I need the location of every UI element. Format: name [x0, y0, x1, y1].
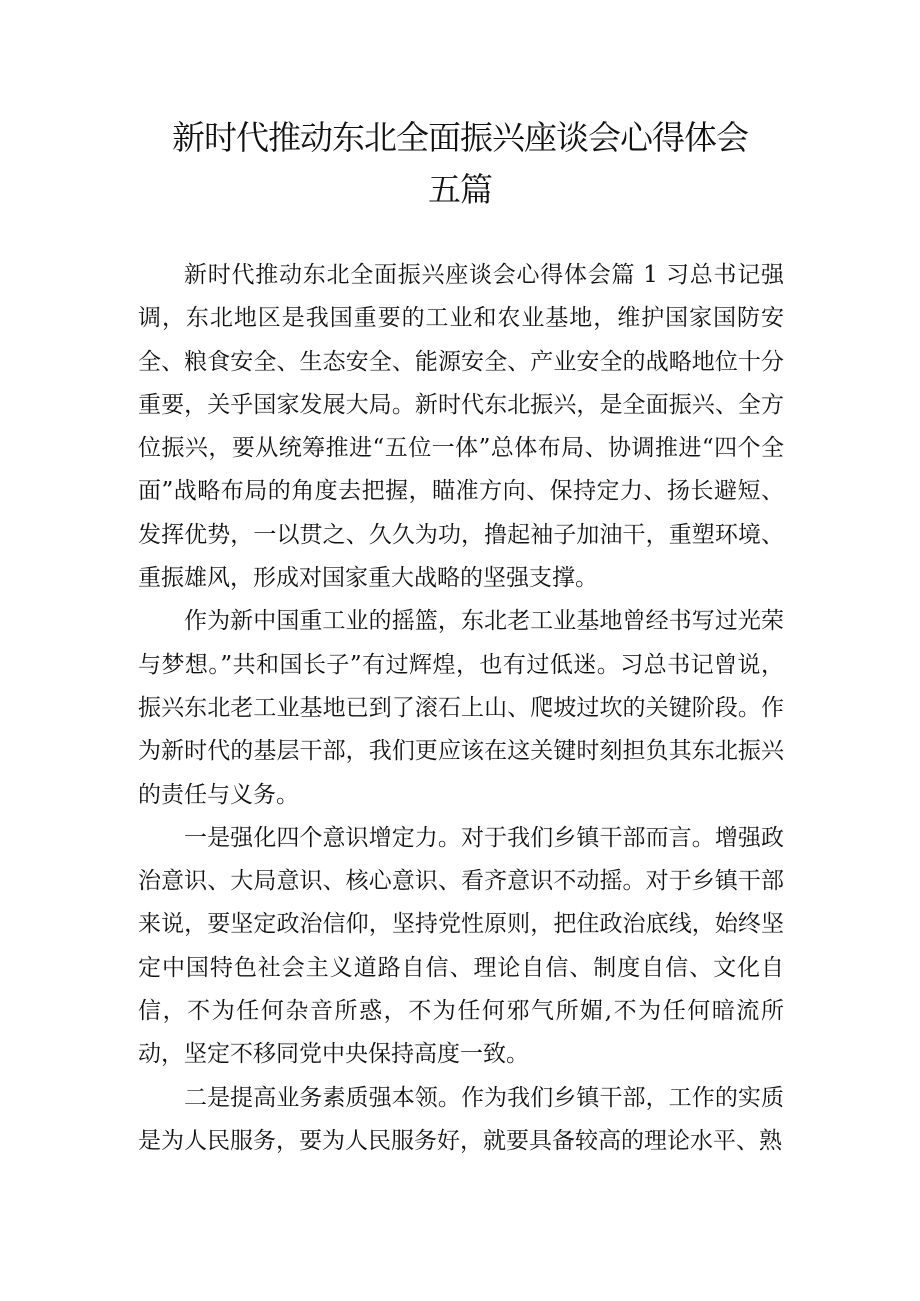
paragraph-4: 二是提高业务素质强本领。作为我们乡镇干部，工作的实质是为人民服务，要为人民服务好，就要具备较高的理论水平、熟 — [138, 1084, 784, 1154]
document-body — [138, 254, 784, 1163]
document-title — [0, 112, 920, 216]
paragraph-2: 作为新中国重工业的摇篮，东北老工业基地曾经书写过光荣与梦想。”共和国长子”有过辉煌，也有过低迷。习总书记曾说，振兴东北老工业基地已到了滚石上山、爬坡过坎的关键阶段。作为新时代的基层干部，我们更应该在这关键时刻担负其东北振兴的责任与义务。 — [138, 608, 784, 808]
paragraph-1: 新时代推动东北全面振兴座谈会心得体会篇 1 习总书记强调，东北地区是我国重要的工业和农业基地，维护国家国防安全、粮食安全、生态安全、能源安全、产业安全的战略地位十分重要，关乎国家发展大局。新时代东北振兴，是全面振兴、全方位振兴，要从统筹推进“五位一体”总体布局、协调推进“四个全面”战略布局的角度去把握，瞄准方向、保持定力、扬长避短、发挥优势，一以贯之、久久为功，撸起袖子加油干，重塑环境、重振雄风，形成对国家重大战略的坚强支撑。 — [138, 262, 784, 592]
title-line-1: 新时代推动东北全面振兴座谈会心得体会 — [172, 118, 748, 157]
paragraph-3: 一是强化四个意识增定力。对于我们乡镇干部而言。增强政治意识、大局意识、核心意识、看齐意识不动摇。对于乡镇干部来说，要坚定政治信仰，坚持党性原则，把住政治底线，始终坚定中国特色社会主义道路自信、理论自信、制度自信、文化自信，不为任何杂音所惑，不为任何邪气所媚,不为任何暗流所动，坚定不移同党中央保持高度一致。 — [138, 824, 784, 1068]
title-line-2: 五篇 — [428, 170, 492, 209]
